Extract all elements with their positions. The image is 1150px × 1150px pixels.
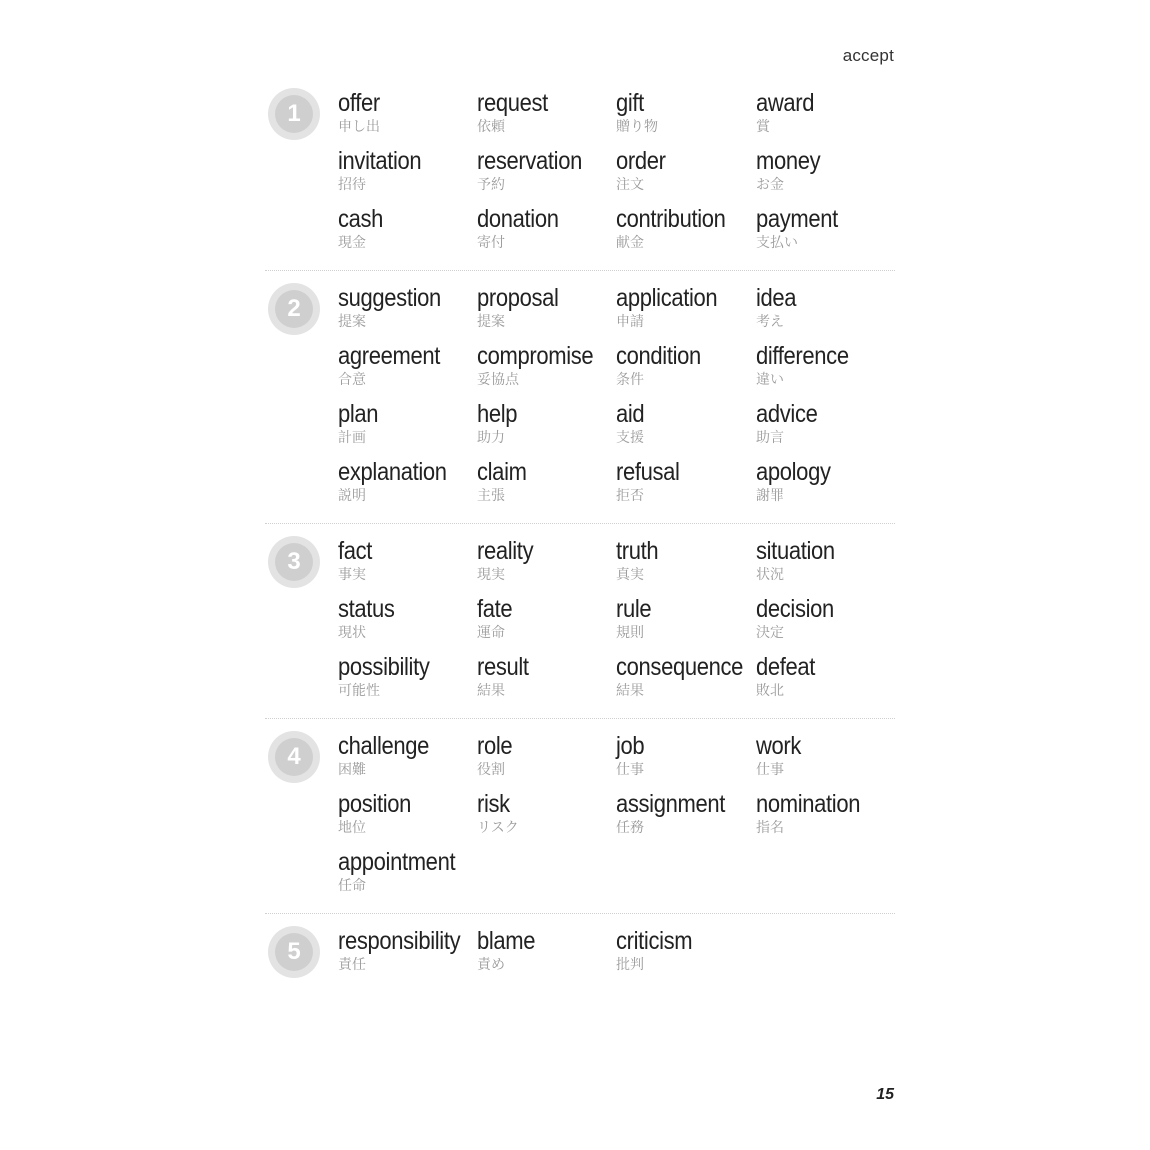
word-entry	[477, 341, 616, 393]
english-word: reality	[477, 537, 534, 565]
word-entry	[338, 652, 477, 704]
japanese-gloss: 可能性	[338, 683, 380, 699]
japanese-gloss: 仕事	[616, 762, 644, 778]
english-word: payment	[756, 205, 838, 233]
english-word: proposal	[477, 284, 559, 312]
japanese-gloss: 贈り物	[616, 119, 658, 135]
page-number: 15	[876, 1086, 894, 1103]
japanese-gloss: 助言	[756, 430, 784, 446]
english-word: gift	[616, 89, 644, 117]
japanese-gloss: 地位	[338, 820, 366, 836]
group-number: 1	[275, 95, 313, 133]
english-word: situation	[756, 537, 835, 565]
japanese-gloss: 注文	[616, 177, 644, 193]
japanese-gloss: 責め	[477, 957, 505, 973]
english-word: plan	[338, 400, 379, 428]
english-word: compromise	[477, 342, 594, 370]
japanese-gloss: 計画	[338, 430, 366, 446]
japanese-gloss: 拒否	[616, 488, 644, 504]
english-word: fate	[477, 595, 513, 623]
japanese-gloss: 事実	[338, 567, 366, 583]
japanese-gloss: 仕事	[756, 762, 784, 778]
group-number: 3	[275, 543, 313, 581]
word-entry	[616, 457, 756, 509]
word-entry	[477, 204, 616, 256]
japanese-gloss: 説明	[338, 488, 366, 504]
japanese-gloss: 助力	[477, 430, 505, 446]
group-number: 4	[275, 738, 313, 776]
english-word: responsibility	[338, 927, 461, 955]
japanese-gloss: 妥協点	[477, 372, 519, 388]
group-number-badge	[268, 926, 320, 978]
japanese-gloss: 提案	[338, 314, 366, 330]
english-word: defeat	[756, 653, 816, 681]
word-entry	[756, 652, 896, 704]
japanese-gloss: 寄付	[477, 235, 505, 251]
word-entry	[477, 926, 616, 978]
english-word: assignment	[616, 790, 725, 818]
word-entry	[338, 926, 477, 978]
english-word: truth	[616, 537, 659, 565]
word-entry	[338, 594, 477, 646]
english-word: criticism	[616, 927, 693, 955]
english-word: claim	[477, 458, 527, 486]
word-entry	[338, 847, 477, 899]
japanese-gloss: 困難	[338, 762, 366, 778]
group-number-badge	[268, 88, 320, 140]
english-word: refusal	[616, 458, 680, 486]
word-entry	[338, 399, 477, 451]
english-word: explanation	[338, 458, 447, 486]
word-entry	[477, 283, 616, 335]
english-word: offer	[338, 89, 380, 117]
japanese-gloss: 招待	[338, 177, 366, 193]
word-entry	[477, 457, 616, 509]
word-entry	[616, 88, 756, 140]
word-grid	[338, 283, 895, 509]
word-entry	[616, 341, 756, 393]
english-word: request	[477, 89, 548, 117]
running-header-word: accept	[842, 46, 894, 65]
japanese-gloss: 支払い	[756, 235, 798, 251]
japanese-gloss: 指名	[756, 820, 784, 836]
english-word: challenge	[338, 732, 430, 760]
word-entry	[616, 926, 756, 978]
english-word: cash	[338, 205, 384, 233]
english-word: advice	[756, 400, 818, 428]
word-entry	[756, 283, 896, 335]
japanese-gloss: 支援	[616, 430, 644, 446]
word-entry	[756, 457, 896, 509]
english-word: order	[616, 147, 666, 175]
word-entry	[616, 594, 756, 646]
japanese-gloss: 予約	[477, 177, 505, 193]
english-word: contribution	[616, 205, 726, 233]
word-entry	[338, 88, 477, 140]
japanese-gloss: 任務	[616, 820, 644, 836]
japanese-gloss: 現状	[338, 625, 366, 641]
japanese-gloss: お金	[756, 177, 784, 193]
word-group-1	[265, 84, 895, 271]
japanese-gloss: 申請	[616, 314, 644, 330]
japanese-gloss: 状況	[756, 567, 784, 583]
english-word: risk	[477, 790, 510, 818]
english-word: idea	[756, 284, 797, 312]
word-grid	[338, 536, 895, 704]
word-entry	[756, 789, 896, 841]
word-entry	[756, 204, 896, 256]
japanese-gloss: 責任	[338, 957, 366, 973]
word-entry	[756, 88, 896, 140]
word-entry	[477, 146, 616, 198]
word-group-2	[265, 279, 895, 524]
english-word: position	[338, 790, 412, 818]
word-grid	[338, 926, 895, 978]
word-entry	[477, 731, 616, 783]
word-entry	[477, 652, 616, 704]
word-entry	[338, 146, 477, 198]
english-word: consequence	[616, 653, 744, 681]
japanese-gloss: 賞	[756, 119, 770, 135]
japanese-gloss: 批判	[616, 957, 644, 973]
english-word: job	[616, 732, 645, 760]
word-entry	[616, 399, 756, 451]
japanese-gloss: 提案	[477, 314, 505, 330]
word-entry	[477, 88, 616, 140]
word-groups	[265, 84, 895, 1000]
word-entry	[616, 204, 756, 256]
english-word: agreement	[338, 342, 441, 370]
word-entry	[338, 341, 477, 393]
english-word: aid	[616, 400, 645, 428]
word-entry	[756, 399, 896, 451]
english-word: award	[756, 89, 815, 117]
english-word: nomination	[756, 790, 861, 818]
english-word: result	[477, 653, 529, 681]
word-entry	[338, 204, 477, 256]
japanese-gloss: 敗北	[756, 683, 784, 699]
japanese-gloss: 任命	[338, 878, 366, 894]
english-word: status	[338, 595, 395, 623]
japanese-gloss: 考え	[756, 314, 784, 330]
japanese-gloss: 役割	[477, 762, 505, 778]
word-entry	[616, 652, 756, 704]
word-entry	[616, 146, 756, 198]
japanese-gloss: 決定	[756, 625, 784, 641]
japanese-gloss: 依頼	[477, 119, 505, 135]
word-entry	[756, 536, 896, 588]
english-word: appointment	[338, 848, 456, 876]
english-word: reservation	[477, 147, 582, 175]
word-entry	[756, 341, 896, 393]
english-word: rule	[616, 595, 652, 623]
word-entry	[338, 457, 477, 509]
group-number-badge	[268, 536, 320, 588]
word-entry	[616, 283, 756, 335]
group-number-badge	[268, 731, 320, 783]
japanese-gloss: 謝罪	[756, 488, 784, 504]
word-group-5	[265, 922, 895, 992]
word-entry	[616, 731, 756, 783]
japanese-gloss: 真実	[616, 567, 644, 583]
japanese-gloss: 結果	[477, 683, 505, 699]
word-group-4	[265, 727, 895, 914]
word-entry	[477, 399, 616, 451]
english-word: difference	[756, 342, 849, 370]
japanese-gloss: 現金	[338, 235, 366, 251]
english-word: help	[477, 400, 518, 428]
group-number: 5	[275, 933, 313, 971]
english-word: apology	[756, 458, 831, 486]
japanese-gloss: 条件	[616, 372, 644, 388]
english-word: work	[756, 732, 802, 760]
word-group-3	[265, 532, 895, 719]
japanese-gloss: 運命	[477, 625, 505, 641]
word-entry	[756, 594, 896, 646]
english-word: money	[756, 147, 821, 175]
english-word: suggestion	[338, 284, 441, 312]
english-word: decision	[756, 595, 834, 623]
japanese-gloss: 違い	[756, 372, 784, 388]
word-entry	[756, 146, 896, 198]
word-grid	[338, 731, 895, 899]
group-number-badge	[268, 283, 320, 335]
word-entry	[338, 283, 477, 335]
word-entry	[477, 594, 616, 646]
english-word: blame	[477, 927, 536, 955]
english-word: invitation	[338, 147, 422, 175]
word-entry	[477, 789, 616, 841]
group-number: 2	[275, 290, 313, 328]
japanese-gloss: 規則	[616, 625, 644, 641]
english-word: condition	[616, 342, 701, 370]
word-entry	[338, 731, 477, 783]
japanese-gloss: 結果	[616, 683, 644, 699]
japanese-gloss: リスク	[477, 820, 519, 836]
english-word: fact	[338, 537, 373, 565]
japanese-gloss: 現実	[477, 567, 505, 583]
japanese-gloss: 合意	[338, 372, 366, 388]
english-word: application	[616, 284, 718, 312]
word-grid	[338, 88, 895, 256]
word-entry	[756, 731, 896, 783]
japanese-gloss: 献金	[616, 235, 644, 251]
word-entry	[616, 789, 756, 841]
english-word: role	[477, 732, 513, 760]
word-entry	[338, 789, 477, 841]
word-entry	[338, 536, 477, 588]
english-word: donation	[477, 205, 559, 233]
english-word: possibility	[338, 653, 430, 681]
japanese-gloss: 主張	[477, 488, 505, 504]
japanese-gloss: 申し出	[338, 119, 380, 135]
word-entry	[616, 536, 756, 588]
word-entry	[477, 536, 616, 588]
